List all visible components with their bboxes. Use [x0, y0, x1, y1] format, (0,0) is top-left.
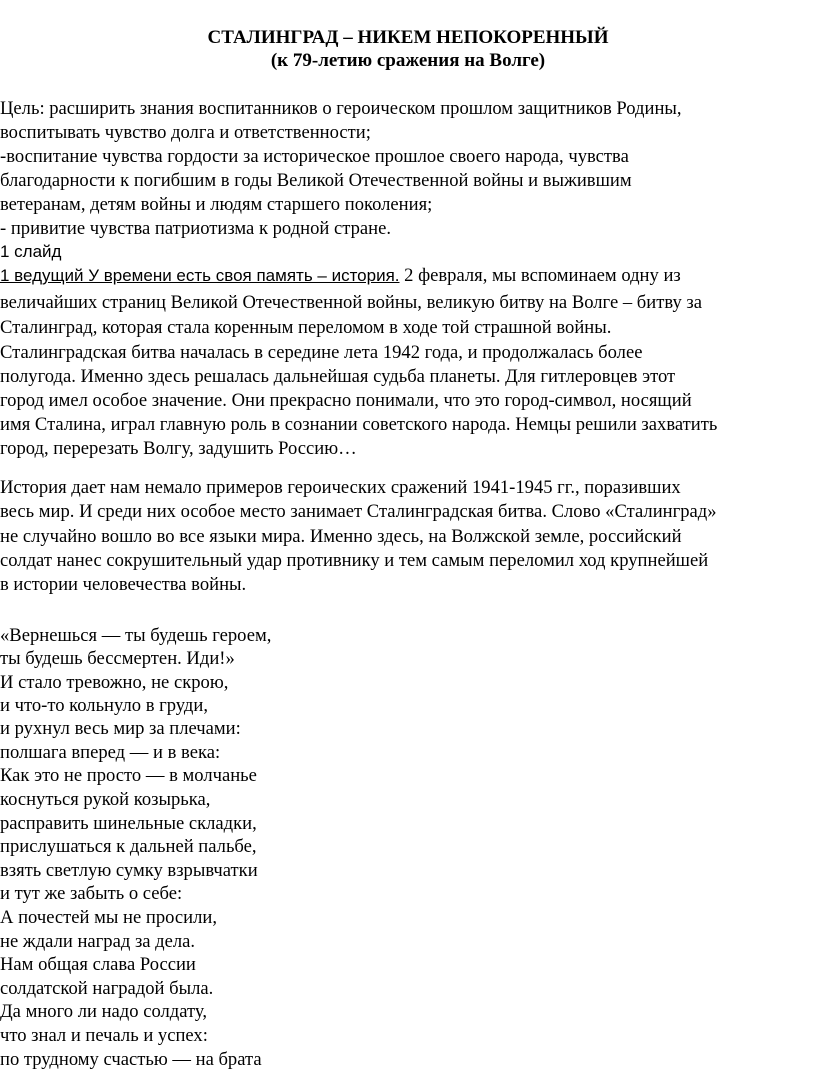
leader-line: город, перерезать Волгу, задушить Россию…	[0, 438, 357, 459]
poem-line: не ждали наград за дела.	[0, 931, 196, 952]
poem-line: солдатской наградой была.	[0, 978, 214, 999]
document-title: СТАЛИНГРАД – НИКЕМ НЕПОКОРЕННЫЙ	[207, 27, 609, 48]
goal-line: Цель: расширить знания воспитанников о героическом прошлом защитников Родины,	[0, 98, 682, 119]
poem-line: прислушаться к дальней пальбе,	[0, 836, 257, 857]
leader-line: величайших страниц Великой Отечественной войны, великую битву на Волге – битву за	[0, 292, 703, 313]
document-subtitle: (к 79-летию сражения на Волге)	[270, 50, 546, 71]
poem-line: и рухнул весь мир за плечами:	[0, 718, 241, 739]
leader-line: полугода. Именно здесь решалась дальнейшая судьба планеты. Для гитлеровцев этот	[0, 366, 676, 387]
poem-line: коснуться рукой козырька,	[0, 789, 211, 810]
poem-line: что знал и печаль и успех:	[0, 1025, 208, 1046]
history-line: весь мир. И среди них особое место занимает Сталинградская битва. Слово «Сталинград»	[0, 501, 717, 522]
history-line: солдат нанес сокрушительный удар противнику и тем самым переломил ход крупнейшей	[0, 550, 709, 571]
poem-line: Да много ли надо солдату,	[0, 1001, 207, 1022]
poem-line: и тут же забыть о себе:	[0, 883, 183, 904]
goal-line: благодарности к погибшим в годы Великой Отечественной войны и выжившим	[0, 170, 632, 191]
poem-line: взять светлую сумку взрывчатки	[0, 860, 258, 881]
poem-line: А почестей мы не просили,	[0, 907, 217, 928]
poem-line: расправить шинельные складки,	[0, 813, 257, 834]
goal-line: -воспитание чувства гордости за историческое прошлое своего народа, чувства	[0, 146, 629, 167]
poem-line: И стало тревожно, не скрою,	[0, 672, 229, 693]
leader-line: Сталинградская битва началась в середине лета 1942 года, и продолжалась более	[0, 342, 643, 363]
leader-first-line-rest: 2 февраля, мы вспоминаем одну из	[399, 265, 681, 286]
leader-line: имя Сталина, играл главную роль в сознании советского народа. Немцы решили захватить	[0, 414, 718, 435]
poem-line: и что-то кольнуло в груди,	[0, 695, 208, 716]
poem-line: Нам общая слава России	[0, 954, 196, 975]
poem-line: Как это не просто — в молчанье	[0, 765, 257, 786]
history-line: не случайно вошло во все языки мира. Именно здесь, на Волжской земле, российский	[0, 526, 682, 547]
slide-label: 1 слайд	[0, 242, 62, 261]
poem-line: по трудному счастью — на брата	[0, 1049, 262, 1070]
goal-line: ветеранам, детям войны и людям старшего поколения;	[0, 194, 433, 215]
goal-line: - привитие чувства патриотизма к родной стране.	[0, 218, 392, 239]
leader-marker: 1 ведущий У времени есть своя память – история.	[0, 266, 400, 285]
leader-first-line	[0, 265, 681, 287]
history-line: История дает нам немало примеров героических сражений 1941-1945 гг., поразивших	[0, 477, 681, 498]
leader-line: город имел особое значение. Они прекрасно понимали, что это город-символ, носящий	[0, 390, 692, 411]
history-line: в истории человечества войны.	[0, 574, 247, 595]
poem-line: полшага вперед — и в века:	[0, 742, 221, 763]
goal-line: воспитывать чувство долга и ответственности;	[0, 122, 371, 143]
poem-line: ты будешь бессмертен. Иди!»	[0, 648, 235, 669]
leader-line: Сталинград, которая стала коренным переломом в ходе той страшной войны.	[0, 317, 612, 338]
poem-line: «Вернешься — ты будешь героем,	[0, 625, 272, 646]
